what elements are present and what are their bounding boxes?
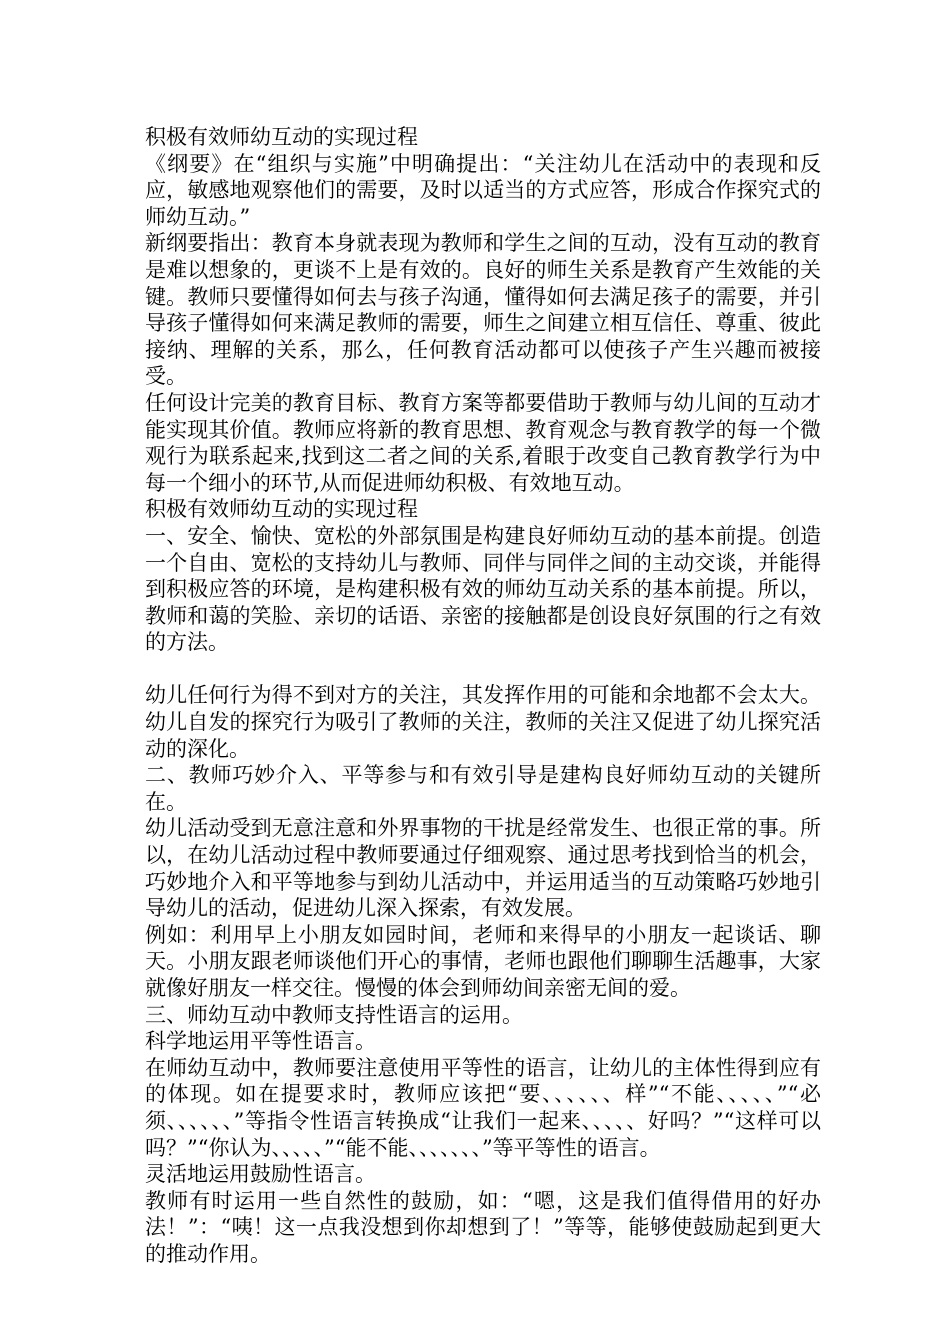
paragraph-point-three: 三、师幼互动中教师支持性语言的运用。 xyxy=(145,1002,523,1027)
paragraph-interference: 幼儿活动受到无意注意和外界事物的干扰是经常发生、也很正常的事。所以，在幼儿活动过程中教师要通过仔细观察、通过思考找到恰当的机会，巧妙地介入和平等地参与到幼儿活动中，并运用适当的互动策略巧妙地引导幼儿的活动，促进幼儿深入探索，有效发展。 xyxy=(145,816,821,921)
section-heading: 积极有效师幼互动的实现过程 xyxy=(145,497,418,522)
document-page xyxy=(145,124,821,1268)
paragraph-education-goals: 任何设计完美的教育目标、教育方案等都要借助于教师与幼儿间的互动才能实现其价值。教师应将新的教育思想、教育观念与教育教学的每一个微观行为联系起来,找到这二者之间的关系,着眼于改变自己教育教学行为中每一个细小的环节,从而促进师幼积极、有效地互动。 xyxy=(145,390,821,495)
paragraph-point-one: 一、安全、愉快、宽松的外部氛围是构建良好师幼互动的基本前提。创造一个自由、宽松的支持幼儿与教师、同伴与同伴之间的主动交谈，并能得到积极应答的环境，是构建积极有效的师幼互动关系的基本前提。所以，教师和蔼的笑脸、亲切的话语、亲密的接触都是创设良好氛围的行之有效的方法。 xyxy=(145,523,821,655)
paragraph-encouraging-language: 教师有时运用一些自然性的鼓励，如：“嗯，这是我们值得借用的好办法！”：“咦！这一点我没想到你却想到了！”等等，能够使鼓励起到更大的推动作用。 xyxy=(145,1188,821,1266)
blank-line xyxy=(145,656,821,683)
paragraph-example: 例如：利用早上小朋友如园时间，老师和来得早的小朋友一起谈话、聊天。小朋友跟老师谈他们开心的事情，老师也跟他们聊聊生活趣事，大家就像好朋友一样交往。慢慢的体会到师幼间亲密无间的爱。 xyxy=(145,922,821,1000)
paragraph-new-outline: 新纲要指出：教育本身就表现为教师和学生之间的互动，没有互动的教育是难以想象的，更谈不上是有效的。良好的师生关系是教育产生效能的关键。教师只要懂得如何去与孩子沟通，懂得如何去满足孩子的需要，并引导孩子懂得如何来满足教师的需要，师生之间建立相互信任、尊重、彼此接纳、理解的关系，那么，任何教育活动都可以使孩子产生兴趣而被接受。 xyxy=(145,231,821,389)
document-title: 积极有效师幼互动的实现过程 xyxy=(145,125,418,149)
paragraph-equal-language: 在师幼互动中，教师要注意使用平等性的语言，让幼儿的主体性得到应有的体现。如在提要求时，教师应该把“要、、、、、、样”“不能、、、、、”“必须、、、、、、”等指令性语言转换成“让我们一起来、、、、、好吗？”“这样可以吗？”“你认为、、、、、”“能不能、、、、、、、”等平等性的语言。 xyxy=(145,1055,821,1160)
paragraph-outline-quote: 《纲要》在“组织与实施”中明确提出：“关注幼儿在活动中的表现和反应，敏感地观察他们的需要，及时以适当的方式应答，形成合作探究式的师幼互动。” xyxy=(145,151,821,229)
paragraph-point-two: 二、教师巧妙介入、平等参与和有效引导是建构良好师幼互动的关键所在。 xyxy=(145,763,821,814)
subheading-encouraging-language: 灵活地运用鼓励性语言。 xyxy=(145,1162,376,1187)
subheading-equal-language: 科学地运用平等性语言。 xyxy=(145,1029,376,1054)
paragraph-attention: 幼儿任何行为得不到对方的关注，其发挥作用的可能和余地都不会太大。幼儿自发的探究行为吸引了教师的关注，教师的关注又促进了幼儿探究活动的深化。 xyxy=(145,683,821,761)
